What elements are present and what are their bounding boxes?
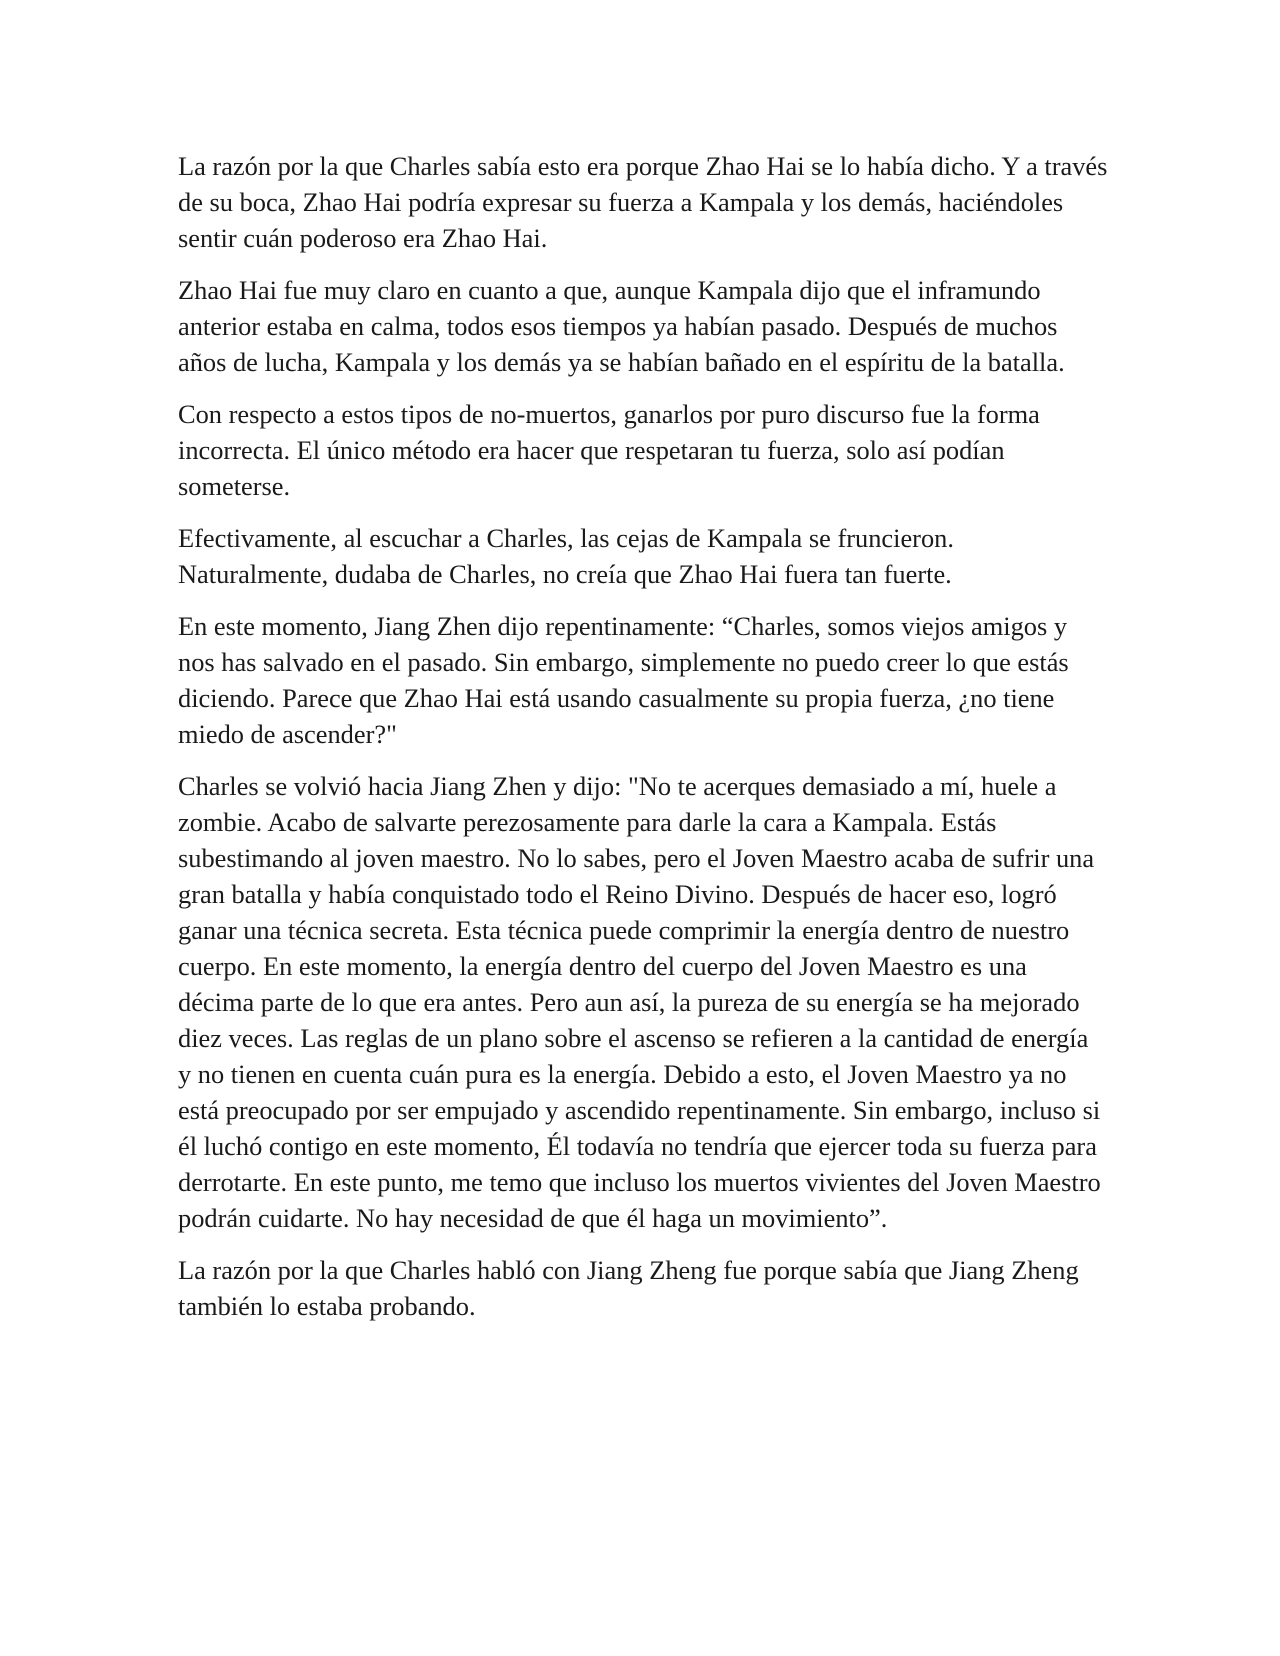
paragraph-2: Zhao Hai fue muy claro en cuanto a que, aunque Kampala dijo que el inframundo anterior estaba en calma, todos esos tiempos ya habían pasado. Después de muchos años de lucha, Kampala y los demás ya se habían bañado en el espíritu de la batalla.: [178, 275, 1065, 377]
paragraph-4: Efectivamente, al escuchar a Charles, las cejas de Kampala se fruncieron. Naturalmente, dudaba de Charles, no creía que Zhao Hai fuera tan fuerte.: [178, 523, 954, 589]
document-body: [178, 148, 1108, 1340]
paragraph-3: Con respecto a estos tipos de no-muertos, ganarlos por puro discurso fue la forma incorrecta. El único método era hacer que respetaran tu fuerza, solo así podían someterse.: [178, 399, 1040, 501]
paragraph-7: La razón por la que Charles habló con Jiang Zheng fue porque sabía que Jiang Zheng también lo estaba probando.: [178, 1255, 1079, 1321]
paragraph-5: En este momento, Jiang Zhen dijo repentinamente: “Charles, somos viejos amigos y nos has salvado en el pasado. Sin embargo, simplemente no puedo creer lo que estás diciendo. Parece que Zhao Hai está usando casualmente su propia fuerza, ¿no tiene miedo de ascender?": [178, 611, 1069, 749]
paragraph-6: Charles se volvió hacia Jiang Zhen y dijo: "No te acerques demasiado a mí, huele a zombie. Acabo de salvarte perezosamente para darle la cara a Kampala. Estás subestimando al joven maestro. No lo sabes, pero el Joven Maestro acaba de sufrir una gran batalla y había conquistado todo el Reino Divino. Después de hacer eso, logró ganar una técnica secreta. Esta técnica puede comprimir la energía dentro de nuestro cuerpo. En este momento, la energía dentro del cuerpo del Joven Maestro es una décima parte de lo que era antes. Pero aun así, la pureza de su energía se ha mejorado diez veces. Las reglas de un plano sobre el ascenso se refieren a la cantidad de energía y no tienen en cuenta cuán pura es la energía. Debido a esto, el Joven Maestro ya no está preocupado por ser empujado y ascendido repentinamente. Sin embargo, incluso si él luchó contigo en este momento, Él todavía no tendría que ejercer toda su fuerza para derrotarte. En este punto, me temo que incluso los muertos vivientes del Joven Maestro podrán cuidarte. No hay necesidad de que él haga un movimiento”.: [178, 771, 1101, 1233]
paragraph-1: La razón por la que Charles sabía esto era porque Zhao Hai se lo había dicho. Y a través de su boca, Zhao Hai podría expresar su fuerza a Kampala y los demás, haciéndoles sentir cuán poderoso era Zhao Hai.: [178, 151, 1108, 253]
